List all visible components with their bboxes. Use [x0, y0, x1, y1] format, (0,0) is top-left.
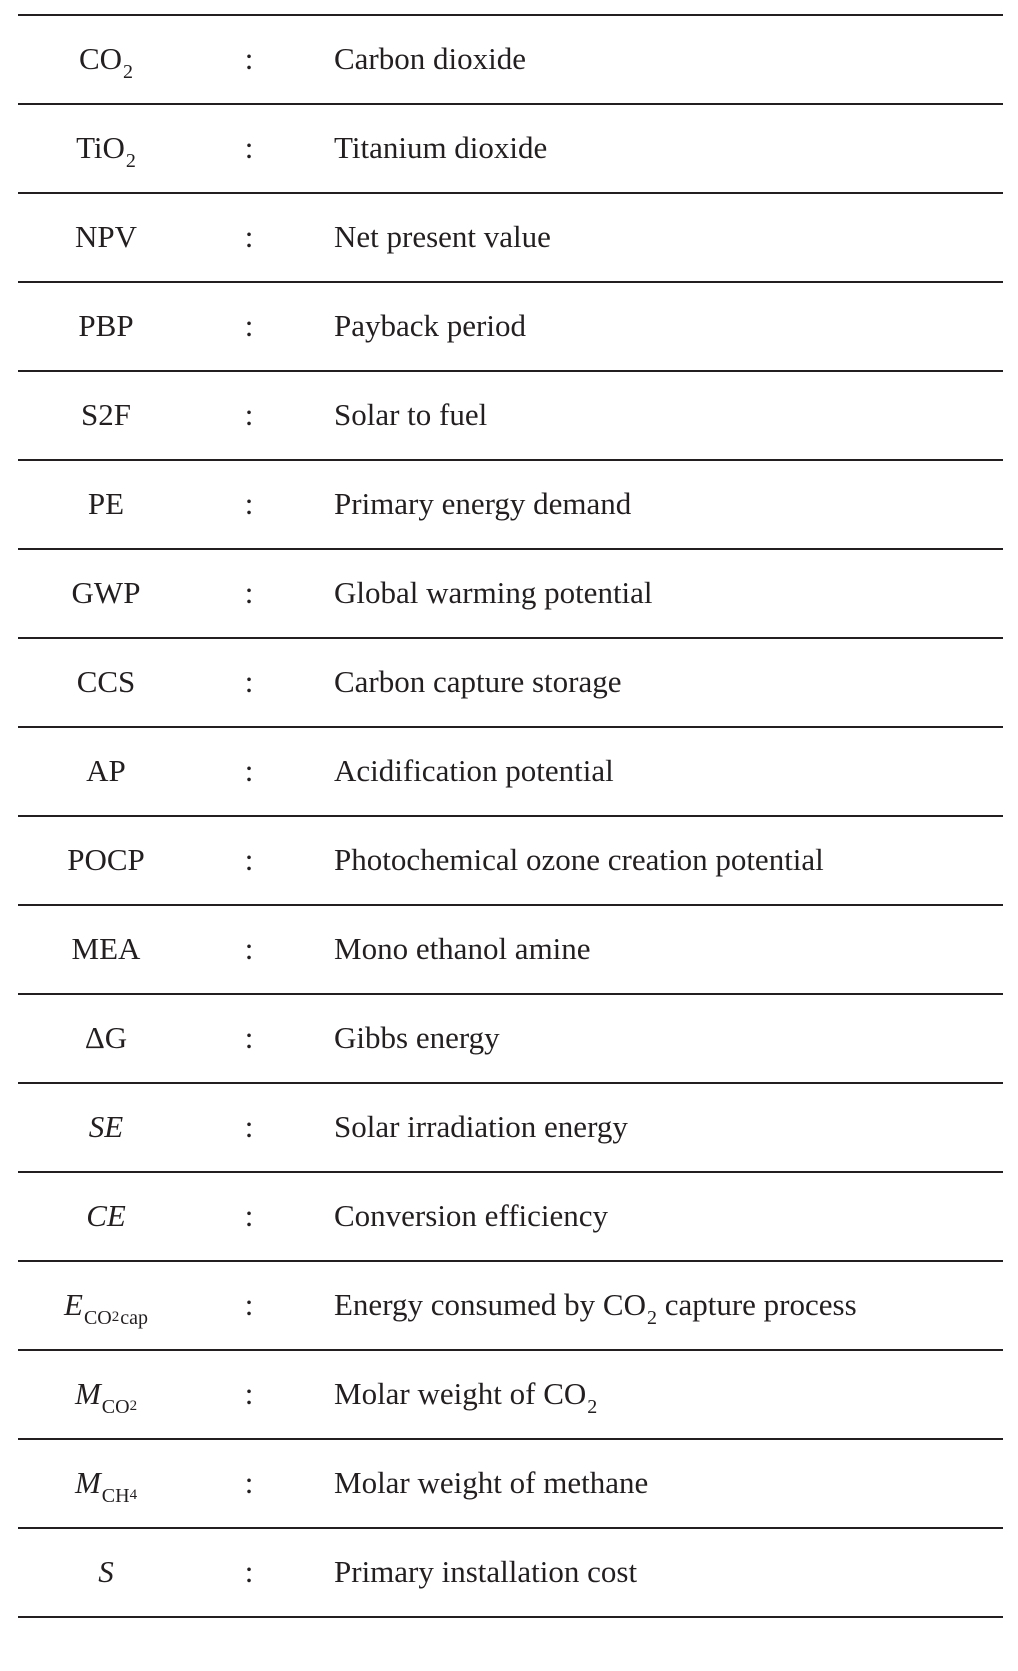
- definition-text: Energy consumed by CO: [334, 1287, 646, 1322]
- definition-text: Acidification potential: [334, 753, 614, 788]
- symbol-cell: [18, 550, 194, 635]
- table-row: [18, 1173, 1003, 1262]
- definition-text: Mono ethanol amine: [334, 931, 591, 966]
- symbol-text: ΔG: [84, 1020, 128, 1055]
- definition-text: Primary installation cost: [334, 1554, 638, 1589]
- symbol-text: GWP: [71, 575, 141, 610]
- definition-cell: [334, 1440, 648, 1525]
- separator-colon: :: [244, 575, 254, 610]
- definition-text: Conversion efficiency: [334, 1198, 609, 1233]
- symbol-cell: [18, 728, 194, 813]
- definition-cell: [334, 906, 591, 991]
- symbol-text: E: [64, 1287, 83, 1322]
- symbol-cell: [18, 1351, 194, 1443]
- separator-colon: :: [244, 397, 254, 432]
- symbol-text: MEA: [71, 931, 141, 966]
- symbol-cell: [18, 194, 194, 279]
- symbol-cell: [18, 817, 194, 902]
- symbol-cell: [18, 1262, 194, 1354]
- table-row: [18, 1529, 1003, 1618]
- symbol-text: M: [74, 1376, 101, 1411]
- definition-cell: [334, 1529, 637, 1614]
- separator-colon: :: [244, 1287, 254, 1322]
- definition-text: Net present value: [334, 219, 551, 254]
- symbol-subscript-2: 2: [129, 1398, 138, 1414]
- symbol-text: SE: [88, 1109, 124, 1144]
- definition-text: Primary energy demand: [334, 486, 632, 521]
- definition-cell: [334, 550, 653, 635]
- table-row: [18, 105, 1003, 194]
- separator-colon: :: [244, 486, 254, 521]
- definition-cell: [334, 105, 547, 190]
- definition-cell: [334, 995, 500, 1080]
- table-row: [18, 1262, 1003, 1351]
- table-row: [18, 1351, 1003, 1440]
- definition-text: Global warming potential: [334, 575, 653, 610]
- table-row: [18, 817, 1003, 906]
- definition-text-tail: capture process: [656, 1287, 857, 1322]
- definition-cell: [334, 1173, 608, 1258]
- table-row: [18, 16, 1003, 105]
- table-row: [18, 1440, 1003, 1529]
- separator-colon: :: [244, 753, 254, 788]
- symbol-cell: [18, 461, 194, 546]
- table-row: [18, 728, 1003, 817]
- symbol-subscript: CH: [101, 1485, 130, 1507]
- symbol-subscript: CO: [101, 1396, 130, 1418]
- symbol-text: CE: [86, 1198, 126, 1233]
- definition-text: Photochemical ozone creation potential: [334, 842, 824, 877]
- symbol-text: NPV: [74, 219, 137, 254]
- symbol-subscript: 2: [123, 61, 134, 83]
- symbol-subscript: 2: [125, 150, 136, 172]
- symbol-cell: [18, 283, 194, 368]
- table-row: [18, 461, 1003, 550]
- symbol-text: PE: [87, 486, 125, 521]
- definition-text: Payback period: [334, 308, 526, 343]
- separator-colon: :: [244, 130, 254, 165]
- definition-cell: [334, 283, 526, 368]
- separator-colon: :: [244, 1109, 254, 1144]
- symbol-cell: [18, 1529, 194, 1614]
- separator-colon: :: [244, 931, 254, 966]
- separator-colon: :: [244, 1376, 254, 1411]
- symbol-cell: [18, 105, 194, 195]
- definition-text: Carbon capture storage: [334, 664, 622, 699]
- table-row: [18, 906, 1003, 995]
- symbol-cell: [18, 906, 194, 991]
- symbol-subscript: CO: [83, 1307, 112, 1329]
- symbol-cell: [18, 1440, 194, 1532]
- table-row: [18, 1084, 1003, 1173]
- symbol-text: POCP: [67, 842, 145, 877]
- table-row: [18, 372, 1003, 461]
- symbol-cell: [18, 995, 194, 1080]
- symbol-cell: [18, 16, 194, 106]
- symbol-text: PBP: [78, 308, 134, 343]
- table-row: [18, 283, 1003, 372]
- symbol-cell: [18, 372, 194, 457]
- table-row: [18, 995, 1003, 1084]
- separator-colon: :: [244, 842, 254, 877]
- definition-text: Solar to fuel: [334, 397, 488, 432]
- symbol-text: AP: [86, 753, 126, 788]
- definition-cell: [334, 461, 631, 546]
- separator-colon: :: [244, 1465, 254, 1500]
- table-row: [18, 639, 1003, 728]
- separator-colon: :: [244, 1020, 254, 1055]
- symbol-text: CO: [78, 41, 123, 76]
- separator-colon: :: [244, 308, 254, 343]
- definition-cell: [334, 16, 526, 101]
- definition-text: Molar weight of methane: [334, 1465, 649, 1500]
- definition-cell: [334, 1351, 597, 1441]
- definition-cell: [334, 728, 614, 813]
- definition-text: Gibbs energy: [334, 1020, 500, 1055]
- symbol-text: S2F: [81, 397, 131, 432]
- definition-subscript: 2: [587, 1396, 598, 1418]
- symbol-cell: [18, 1173, 194, 1258]
- abbreviations-table: [18, 14, 1003, 1618]
- definition-text: Carbon dioxide: [334, 41, 526, 76]
- symbol-text: S: [98, 1554, 114, 1589]
- definition-text: Molar weight of CO: [334, 1376, 587, 1411]
- symbol-subscript-3: cap: [120, 1307, 148, 1329]
- separator-colon: :: [244, 219, 254, 254]
- definition-cell: [334, 817, 824, 902]
- definition-text: Titanium dioxide: [334, 130, 548, 165]
- table-row: [18, 550, 1003, 639]
- definition-cell: [334, 194, 551, 279]
- separator-colon: :: [244, 1554, 254, 1589]
- table-row: [18, 194, 1003, 283]
- symbol-text: CCS: [76, 664, 136, 699]
- definition-subscript: 2: [646, 1307, 657, 1329]
- definition-cell: [334, 1262, 857, 1352]
- symbol-cell: [18, 1084, 194, 1169]
- symbol-subscript-2: 4: [129, 1487, 138, 1503]
- separator-colon: :: [244, 1198, 254, 1233]
- symbol-text: TiO: [76, 130, 125, 165]
- separator-colon: :: [244, 664, 254, 699]
- definition-cell: [334, 372, 487, 457]
- separator-colon: :: [244, 41, 254, 76]
- definition-cell: [334, 1084, 628, 1169]
- symbol-text: M: [74, 1465, 101, 1500]
- definition-text: Solar irradiation energy: [334, 1109, 628, 1144]
- symbol-subscript-2: 2: [111, 1309, 120, 1325]
- definition-cell: [334, 639, 622, 724]
- symbol-cell: [18, 639, 194, 724]
